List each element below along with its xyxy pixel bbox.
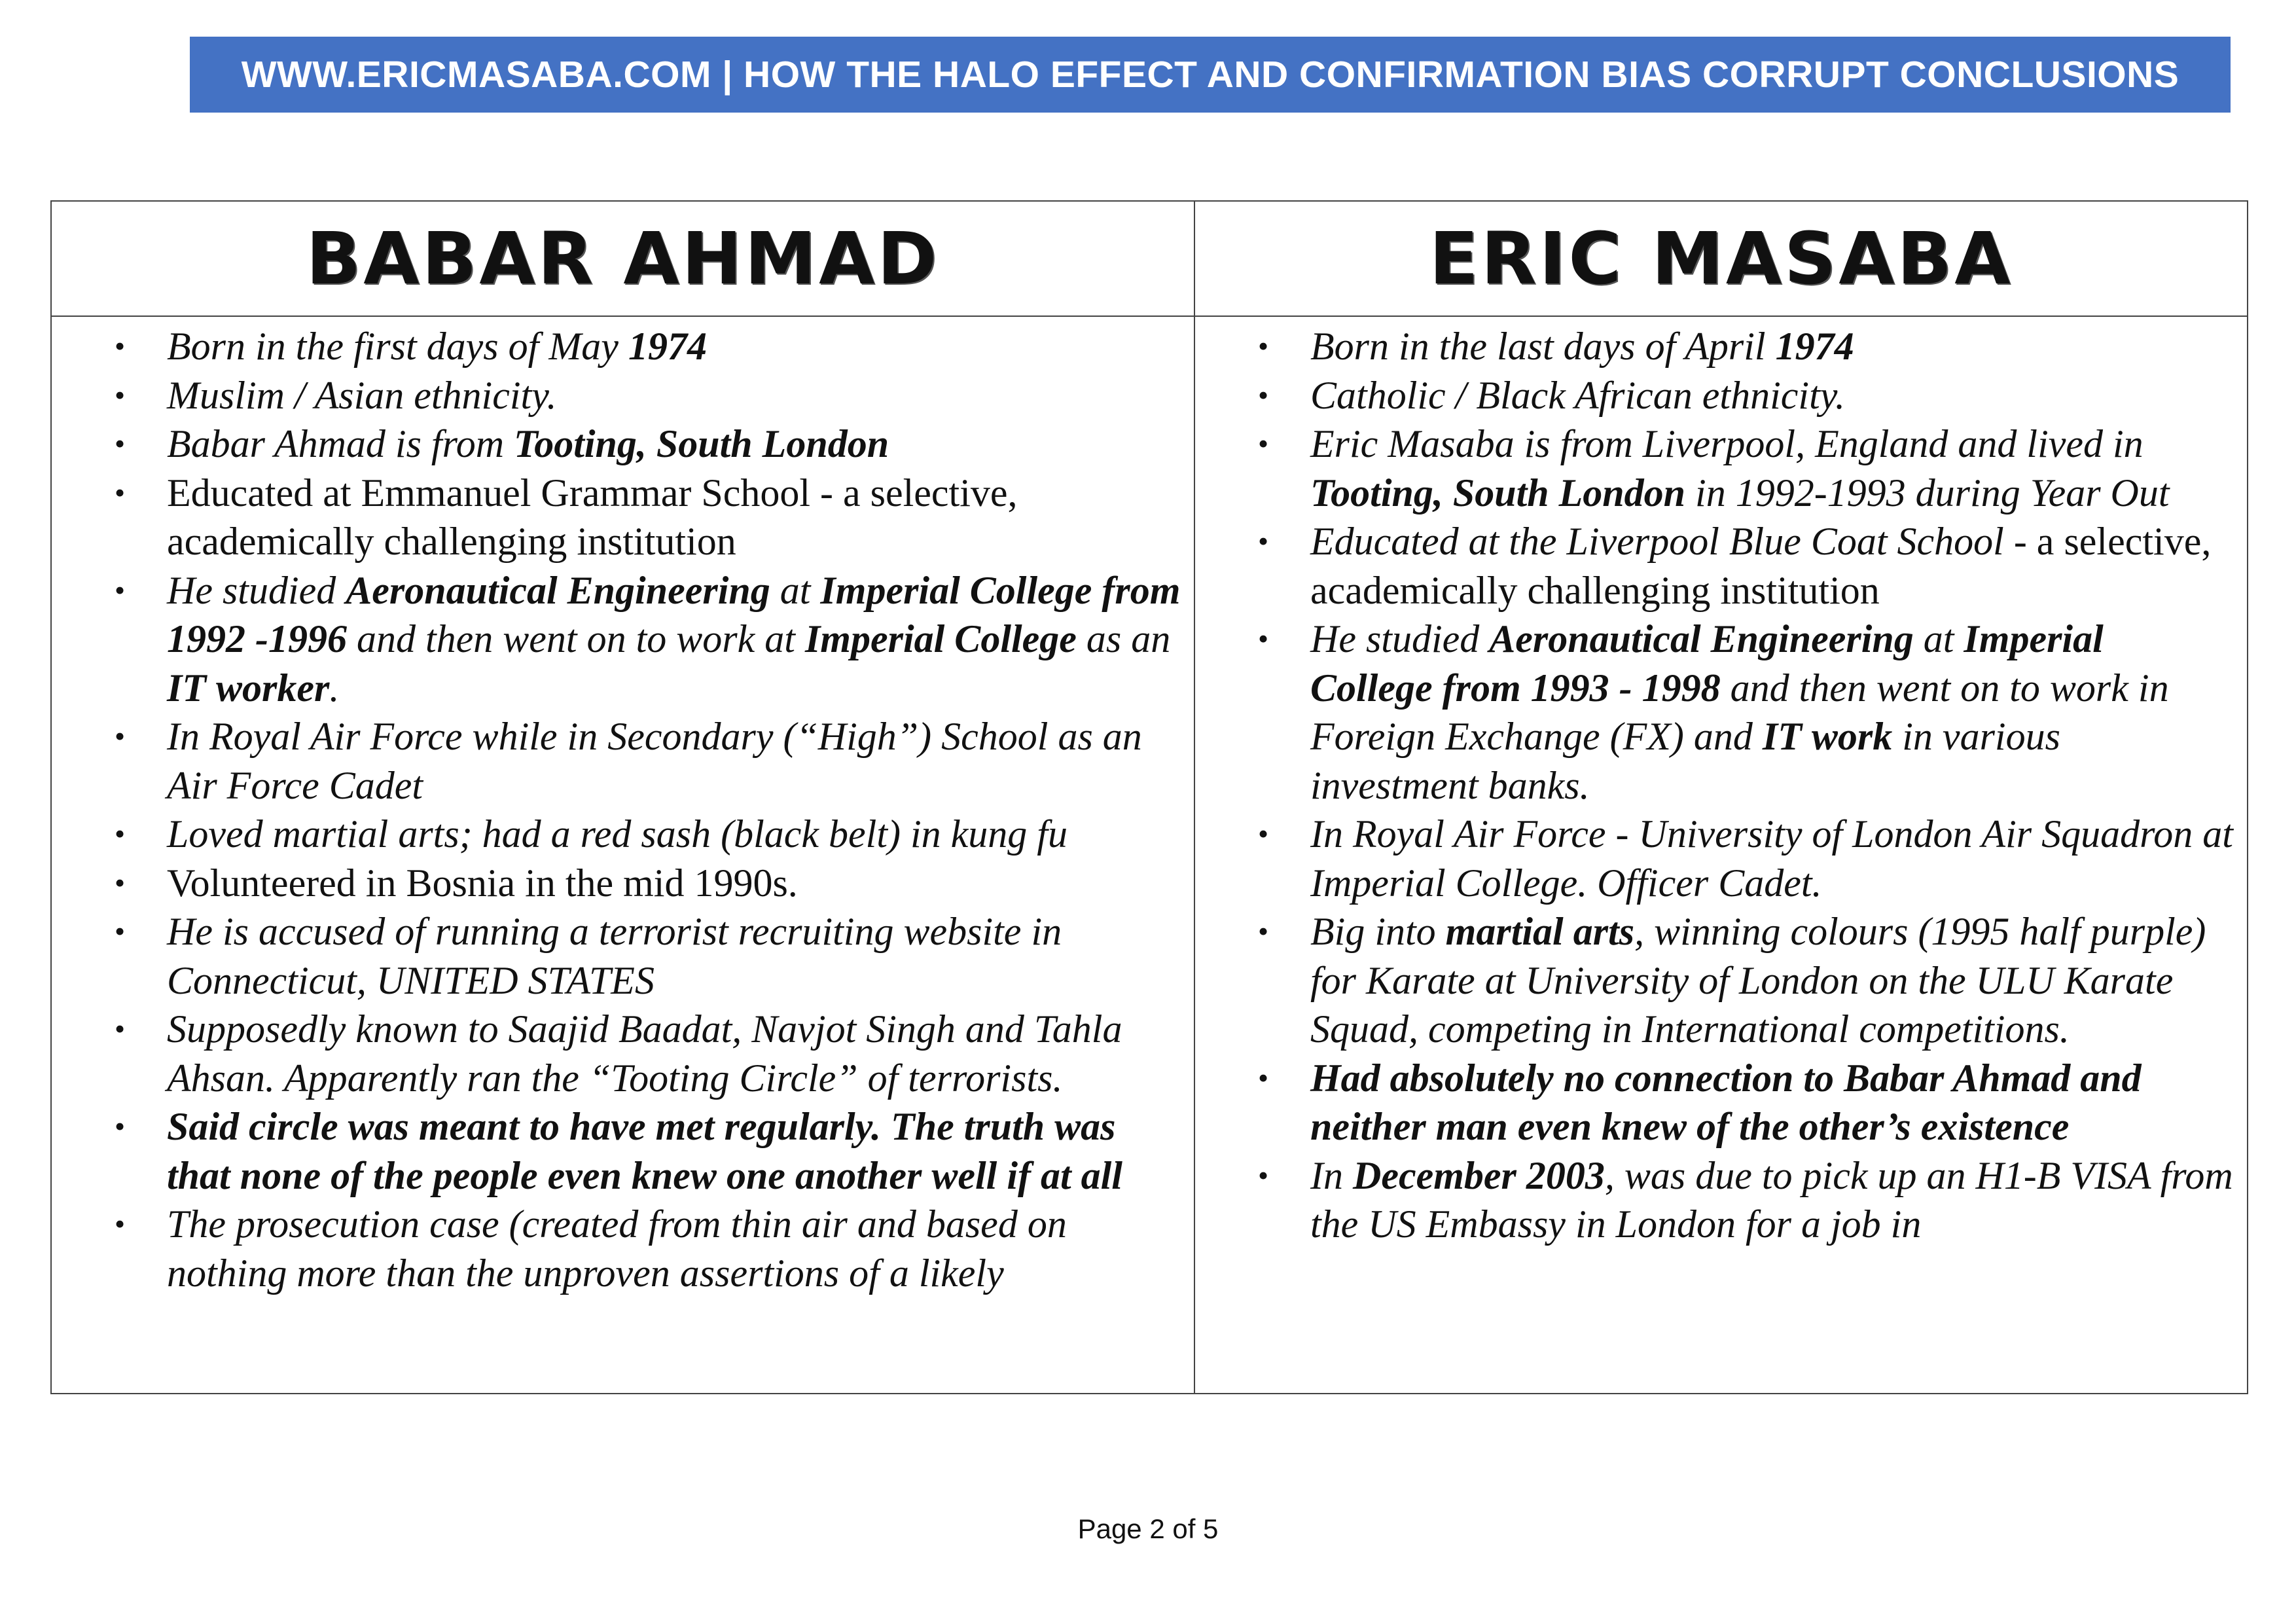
babar-facts-cell — [51, 316, 1194, 1394]
list-item: • In Royal Air Force - University of London Air Squadron at Imperial College. Officer Cadet. — [1310, 810, 2234, 907]
list-item: • Supposedly known to Saajid Baadat, Navjot Singh and Tahla Ahsan. Apparently ran the “Tooting Circle” of terrorists. — [167, 1005, 1181, 1102]
column-title-eric-masaba: ERIC MASABA — [1429, 217, 2013, 300]
list-item: • Eric Masaba is from Liverpool, England and lived in Tooting, South London in 1992-1993 during Year Out — [1310, 420, 2234, 517]
list-item: • Educated at the Liverpool Blue Coat School - a selective, academically challenging institution — [1310, 517, 2234, 615]
list-item: • Had absolutely no connection to Babar Ahmad and neither man even knew of the other’s existence — [1310, 1054, 2234, 1151]
list-item: • Babar Ahmad is from Tooting, South London — [167, 420, 1181, 469]
eric-facts-list — [1195, 317, 2247, 1249]
list-item: • Catholic / Black African ethnicity. — [1310, 371, 2234, 420]
list-item: • Big into martial arts, winning colours (1995 half purple) for Karate at University of London on the ULU Karate Squad, competing in International competitions. — [1310, 907, 2234, 1054]
list-item: • Volunteered in Bosnia in the mid 1990s. — [167, 859, 1181, 908]
header-cell-eric — [1194, 201, 2248, 316]
list-item: • Muslim / Asian ethnicity. — [167, 371, 1181, 420]
table-header-row — [51, 201, 2248, 316]
list-item: • In Royal Air Force while in Secondary (“High”) School as an Air Force Cadet — [167, 712, 1181, 810]
header-banner — [190, 37, 2231, 113]
list-item: • Said circle was meant to have met regularly. The truth was that none of the people even knew one another well if at all — [167, 1102, 1181, 1200]
babar-facts-list — [52, 317, 1194, 1297]
column-title-babar-ahmad: BABAR AHMAD — [306, 217, 940, 300]
banner-title: WWW.ERICMASABA.COM | HOW THE HALO EFFECT AND CONFIRMATION BIAS CORRUPT CONCLUSIONS — [241, 54, 2179, 96]
list-item: • Born in the last days of April 1974 — [1310, 322, 2234, 371]
page-number: Page 2 of 5 — [1077, 1513, 1219, 1544]
list-item: • Loved martial arts; had a red sash (black belt) in kung fu — [167, 810, 1181, 859]
list-item: • He studied Aeronautical Engineering at Imperial College from 1992 -1996 and then went on to work at Imperial College as an IT worker. — [167, 566, 1181, 713]
comparison-table — [50, 200, 2248, 1394]
table-body-row — [51, 316, 2248, 1394]
list-item: • He studied Aeronautical Engineering at Imperial College from 1993 - 1998 and then went on to work in Foreign Exchange (FX) and IT work in various investment banks. — [1310, 615, 2234, 810]
list-item: • Educated at Emmanuel Grammar School - a selective, academically challenging institution — [167, 469, 1181, 566]
list-item: • Born in the first days of May 1974 — [167, 322, 1181, 371]
list-item: • In December 2003, was due to pick up an H1-B VISA from the US Embassy in London for a job in — [1310, 1151, 2234, 1249]
list-item: • He is accused of running a terrorist recruiting website in Connecticut, UNITED STATES — [167, 907, 1181, 1005]
header-cell-babar — [51, 201, 1194, 316]
list-item: • The prosecution case (created from thin air and based on nothing more than the unproven assertions of a likely — [167, 1200, 1181, 1297]
eric-facts-cell — [1194, 316, 2248, 1394]
